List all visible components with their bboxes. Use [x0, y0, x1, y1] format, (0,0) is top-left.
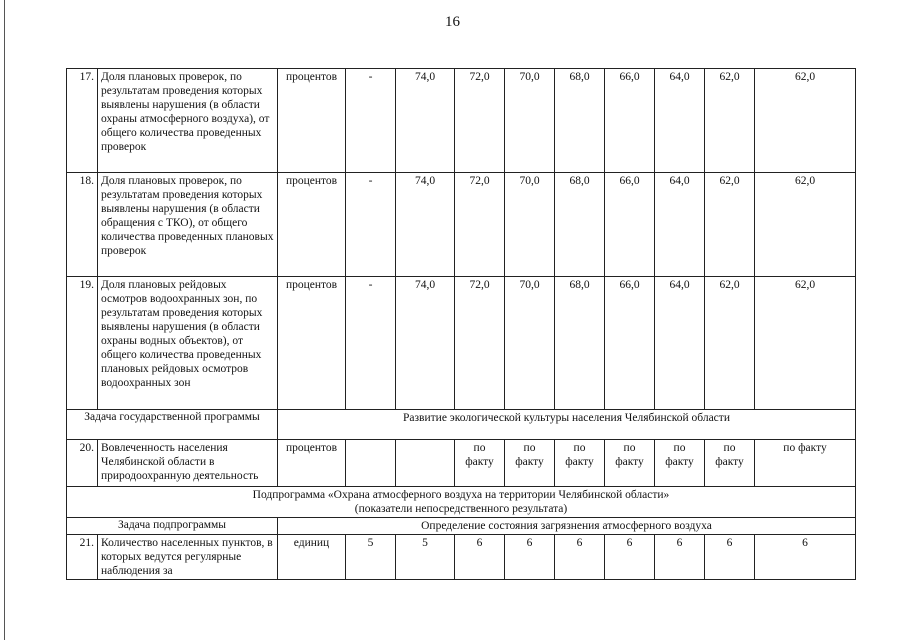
subprogram-subtitle: (показатели непосредственного результата) — [354, 503, 568, 515]
table-row — [67, 535, 856, 580]
value-cell: 74,0 — [396, 277, 455, 410]
value-cell: 66,0 — [605, 173, 655, 277]
page-number: 16 — [445, 14, 460, 30]
value-cell: - — [346, 277, 396, 410]
value-cell: 72,0 — [455, 277, 505, 410]
value-cell: по факту — [705, 440, 755, 487]
task-label: Задача государственной программы — [67, 410, 278, 440]
value-cell: 64,0 — [655, 69, 705, 173]
value-cell: 66,0 — [605, 277, 655, 410]
task-value: Развитие экологической культуры населения Челябинской области — [278, 410, 856, 440]
row-number: 20. — [67, 440, 98, 487]
value-cell: 70,0 — [505, 69, 555, 173]
table-row — [67, 440, 856, 487]
page-margin-line — [4, 0, 5, 640]
row-number: 17. — [67, 69, 98, 173]
value-cell: 5 — [346, 535, 396, 580]
value-cell: 5 — [396, 535, 455, 580]
unit-cell: процентов — [278, 277, 346, 410]
value-cell: по факту — [755, 440, 856, 487]
value-cell: 74,0 — [396, 69, 455, 173]
value-cell: по факту — [655, 440, 705, 487]
row-number: 21. — [67, 535, 98, 580]
value-cell: 6 — [555, 535, 605, 580]
value-cell: 68,0 — [555, 173, 605, 277]
unit-cell: процентов — [278, 440, 346, 487]
value-cell: 64,0 — [655, 277, 705, 410]
task-row — [67, 410, 856, 440]
value-cell: 62,0 — [705, 69, 755, 173]
value-cell: 74,0 — [396, 173, 455, 277]
subtask-row — [67, 518, 856, 535]
value-cell: 72,0 — [455, 69, 505, 173]
value-cell: по факту — [605, 440, 655, 487]
value-cell: 72,0 — [455, 173, 505, 277]
value-cell: по факту — [455, 440, 505, 487]
value-cell — [346, 440, 396, 487]
subtask-label: Задача подпрограммы — [67, 518, 278, 535]
unit-cell: процентов — [278, 69, 346, 173]
value-cell: по факту — [505, 440, 555, 487]
value-cell: - — [346, 173, 396, 277]
value-cell: 68,0 — [555, 69, 605, 173]
subtask-value: Определение состояния загрязнения атмосферного воздуха — [278, 518, 856, 535]
value-cell: 62,0 — [705, 277, 755, 410]
value-cell: 6 — [755, 535, 856, 580]
value-cell: 66,0 — [605, 69, 655, 173]
indicator-name: Количество населенных пунктов, в которых ведутся регулярные наблюдения за — [98, 535, 278, 580]
subprogram-title: Подпрограмма «Охрана атмосферного воздуха на территории Челябинской области» — [252, 489, 670, 501]
value-cell: 6 — [455, 535, 505, 580]
indicator-name: Вовлеченность населения Челябинской области в природоохранную деятельность — [98, 440, 278, 487]
value-cell: 62,0 — [755, 173, 856, 277]
value-cell: по факту — [555, 440, 605, 487]
indicator-name: Доля плановых проверок, по результатам проведения которых выявлены нарушения (в области охраны атмосферного воздуха), от общего количества проведенных проверок — [98, 69, 278, 173]
value-cell — [396, 440, 455, 487]
indicator-name: Доля плановых проверок, по результатам проведения которых выявлены нарушения (в области обращения с ТКО), от общего количества проведенных плановых проверок — [98, 173, 278, 277]
unit-cell: процентов — [278, 173, 346, 277]
unit-cell: единиц — [278, 535, 346, 580]
value-cell: 6 — [505, 535, 555, 580]
value-cell: 64,0 — [655, 173, 705, 277]
value-cell: 62,0 — [755, 69, 856, 173]
table-row — [67, 69, 856, 173]
value-cell: 62,0 — [705, 173, 755, 277]
subprogram-heading — [67, 487, 856, 518]
row-number: 18. — [67, 173, 98, 277]
indicator-name: Доля плановых рейдовых осмотров водоохранных зон, по результатам проведения которых выявлены нарушения (в области охраны водных объектов), от общего количества проведенных плановых рейдовых осмотров водоохранных зон — [98, 277, 278, 410]
indicators-table — [66, 68, 856, 580]
value-cell: 6 — [605, 535, 655, 580]
row-number: 19. — [67, 277, 98, 410]
value-cell: 6 — [655, 535, 705, 580]
table-row — [67, 277, 856, 410]
subprogram-row — [67, 487, 856, 518]
value-cell: 70,0 — [505, 173, 555, 277]
value-cell: 62,0 — [755, 277, 856, 410]
value-cell: 68,0 — [555, 277, 605, 410]
value-cell: - — [346, 69, 396, 173]
value-cell: 6 — [705, 535, 755, 580]
value-cell: 70,0 — [505, 277, 555, 410]
table-row — [67, 173, 856, 277]
